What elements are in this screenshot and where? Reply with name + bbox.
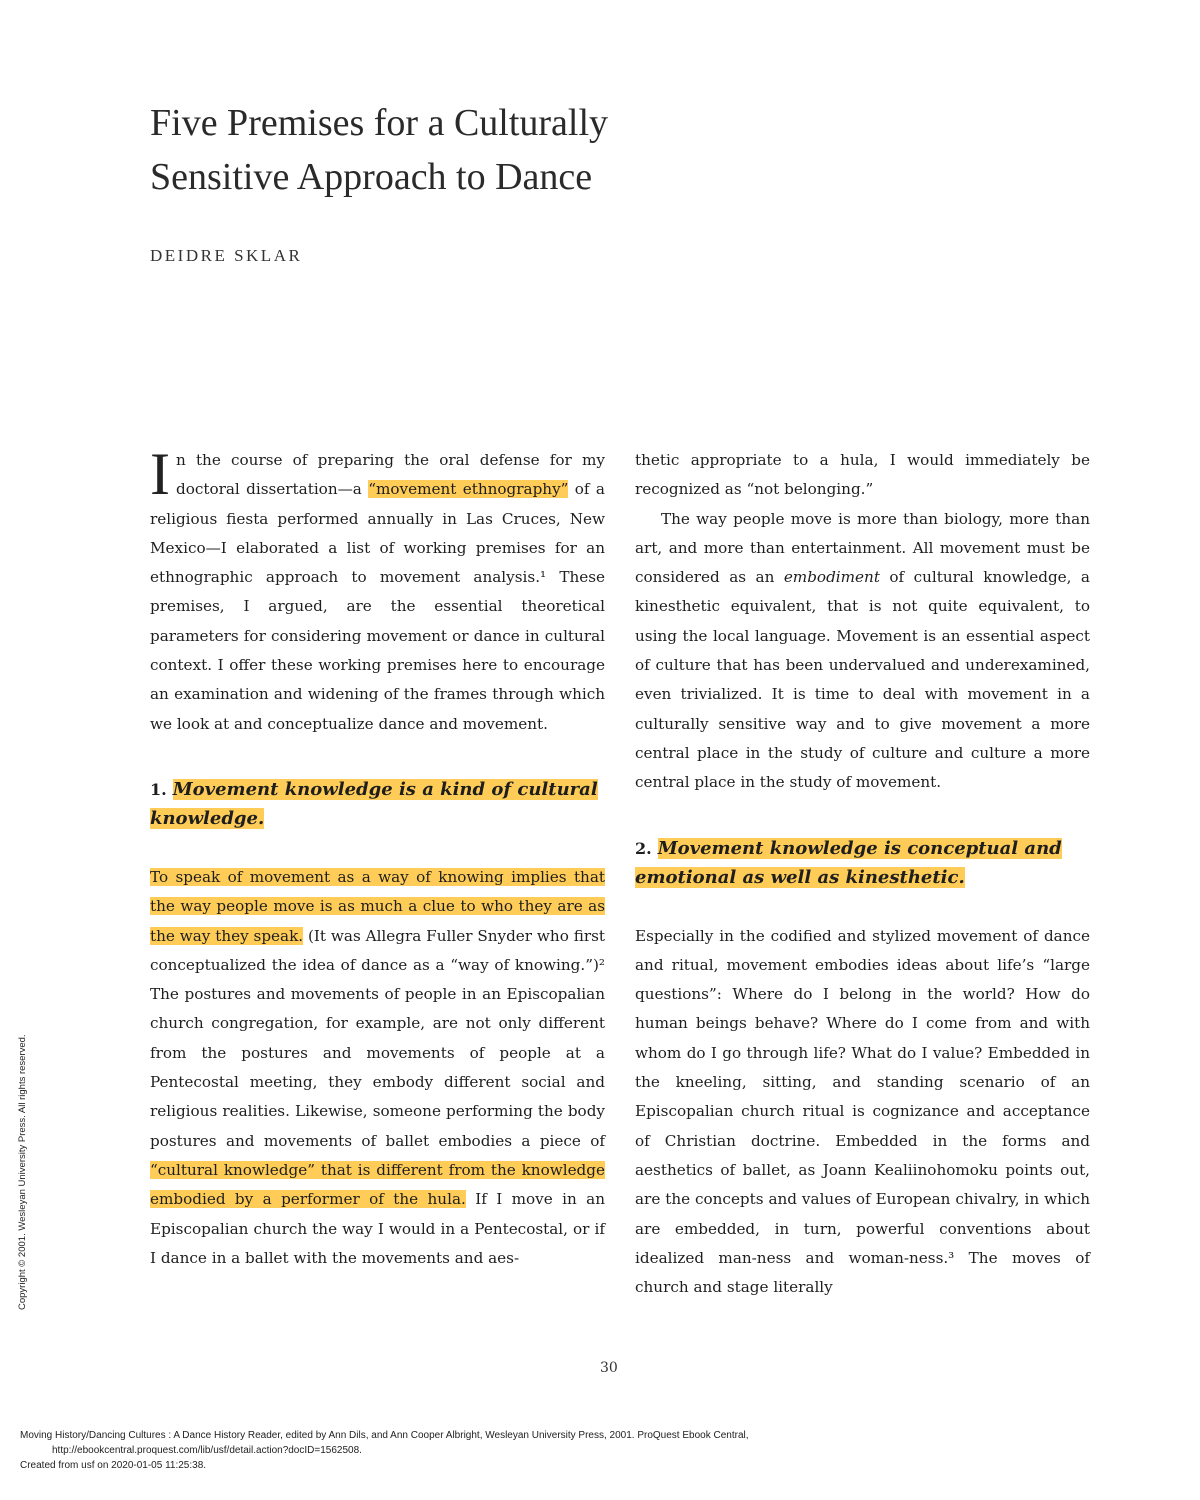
drop-cap: I — [150, 441, 170, 507]
right-column — [635, 446, 1090, 1302]
section-1-paragraph: To speak of movement as a way of knowing implies that the way people move is as much a clue to who they are as the way they speak. (It was Allegra Fuller Snyder who first conceptualized the idea of dance as a “way of knowing.”)² The postures and movements of people in an Episcopalian church congregation, for example, are not only different from the postures and movements of people at a Pentecostal meeting, they embody different social and religious realities. Likewise, someone performing the body postures and movements of ballet embodies a piece of “cultural knowledge” that is different from the knowledge embodied by a performer of the hula. If I move in an Episcopalian church the way I would in a Pentecostal, or if I dance in a ballet with the movements and aes- — [150, 867, 605, 1267]
copyright-notice: Copyright © 2001. Wesleyan University Press. All rights reserved. — [17, 1034, 28, 1310]
title-line-2: Sensitive Approach to Dance — [150, 156, 593, 198]
body-paragraph: The way people move is more than biology, more than art, and more than entertainment. All movement must be considered as an embodiment of cultural knowledge, a kinesthetic equivalent, that is not quite equivalent, to using the local language. Movement is an essential aspect of culture that has been undervalued and underexamined, even trivialized. It is time to deal with movement in a culturally sensitive way and to give movement a more central place in the study of culture and culture a more central place in the study of movement. — [635, 509, 1090, 792]
section-1-heading: 1. Movement knowledge is a kind of cultural knowledge. — [150, 778, 598, 829]
continued-paragraph: thetic appropriate to a hula, I would immediately be recognized as “not belonging.” — [635, 451, 1090, 499]
highlight: Movement knowledge is conceptual and emotional as well as kinesthetic. — [635, 837, 1062, 888]
author-name: DEIDRE SKLAR — [150, 246, 303, 265]
section-2-paragraph: Especially in the codified and stylized movement of dance and ritual, movement embodies ideas about life’s “large questions”: Where do I belong in the world? How do human beings behave? Where do I come from and with whom do I go through life? What do I value? Embedded in the kneeling, sitting, and standing scenario of an Episcopalian church ritual is cognizance and acceptance of Christian doctrine. Embedded in the forms and aesthetics of ballet, as Joann Kealiinohomoku points out, are the concepts and values of European chivalry, in which are embedded, in turn, powerful conventions about idealized man-ness and woman-ness.³ The moves of church and stage literally — [635, 926, 1090, 1297]
section-2-heading: 2. Movement knowledge is conceptual and emotional as well as kinesthetic. — [635, 837, 1062, 888]
page-number: 30 — [600, 1360, 618, 1376]
emphasis: embodiment — [783, 568, 880, 587]
left-column — [150, 441, 605, 1273]
citation-url: http://ebookcentral.proquest.com/lib/usf/detail.action?docID=1562508. — [52, 1445, 362, 1456]
title-line-1: Five Premises for a Culturally — [150, 102, 609, 144]
created-line: Created from usf on 2020-01-05 11:25:38. — [20, 1460, 207, 1471]
highlight: To speak of movement as a way of knowing implies that the way people move is as much a clue to who they are as the way they speak. — [150, 867, 605, 945]
highlight: “cultural knowledge” that is different from the knowledge embodied by a performer of the hula. — [150, 1160, 605, 1209]
highlight: Movement knowledge is a kind of cultural knowledge. — [150, 778, 598, 829]
citation-footer — [20, 1428, 749, 1473]
citation-line: Moving History/Dancing Cultures : A Dance History Reader, edited by Ann Dils, and Ann Cooper Albright, Wesleyan University Press, 2001. ProQuest Ebook Central, — [20, 1430, 749, 1441]
highlight: “movement ethnography” — [368, 480, 569, 499]
intro-paragraph: In the course of preparing the oral defense for my doctoral dissertation—a “movement ethnography” of a religious fiesta performed annually in Las Cruces, New Mexico—I elaborated a list of working premises for an ethnographic approach to movement analysis.¹ These premises, I argued, are the essential theoretical parameters for considering movement or dance in cultural context. I offer these working premises here to encourage an examination and widening of the frames through which we look at and conceptualize dance and movement. — [150, 441, 605, 733]
page-title — [150, 96, 710, 204]
